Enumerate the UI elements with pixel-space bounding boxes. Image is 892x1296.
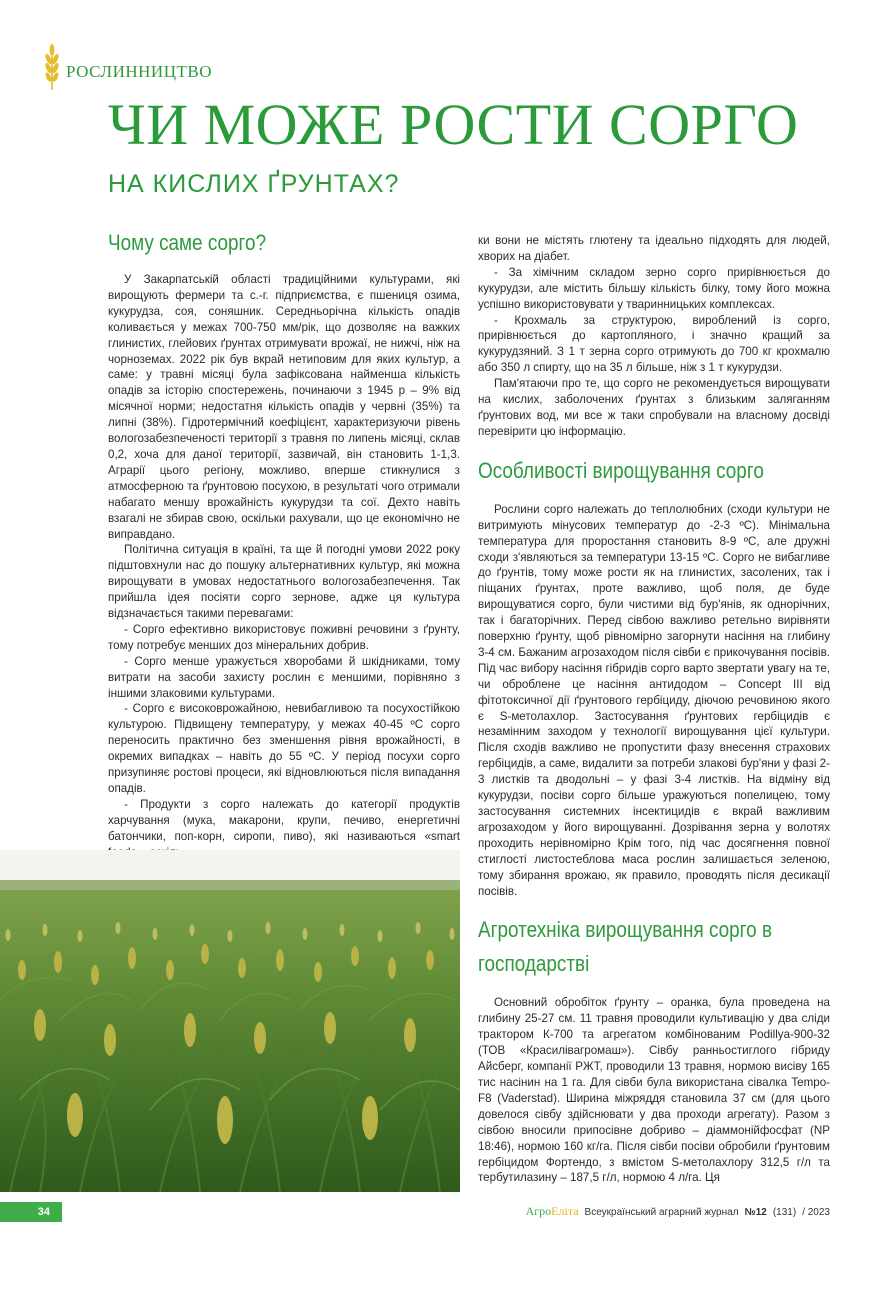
list-item: - За хімічним складом зерно сорго прирівнюється до кукурудзи, але містить більшу кількість білку, тому його можна успішно використовувати у тваринницьких комплексах. bbox=[478, 265, 830, 311]
journal-name: Всеукраїнський аграрний журнал bbox=[584, 1207, 739, 1218]
issue-year: / 2023 bbox=[802, 1207, 830, 1218]
page-number: 34 bbox=[0, 1202, 62, 1222]
sorghum-field-photo bbox=[0, 850, 460, 1192]
sorghum-field-image bbox=[0, 850, 460, 1192]
wheat-ear-icon bbox=[42, 42, 62, 92]
paragraph: Пам'ятаючи про те, що сорго не рекомендується вирощувати на кислих, заболочених ґрунтах з близьким заляганням ґрунтових вод, ми все ж таки спробували на власному досвіді перевірити цю інформацію. bbox=[478, 377, 830, 438]
heading-why-sorghum: Чому саме сорго? bbox=[108, 230, 267, 255]
paragraph-continuation: ки вони не містять глютену та ідеально підходять для людей, хворих на діабет. bbox=[478, 234, 830, 263]
left-column bbox=[108, 226, 460, 861]
logo-part-elita: Еліта bbox=[551, 1204, 579, 1218]
journal-logo bbox=[526, 1204, 579, 1219]
list-item: - Сорго ефективно використовує поживні речовини з ґрунту, тому потребує менших доз мінеральних добрив. bbox=[108, 622, 460, 652]
issue-total: (131) bbox=[772, 1207, 797, 1218]
heading-cultivation-features: Особливості вирощування сорго bbox=[478, 457, 764, 483]
paragraph: У Закарпатській області традиційними культурами, які вирощують фермери та с.-г. підприємства, є пшениця озима, кукурудза, соя, соняшник. Середньорічна кількість опадів коливається у межах 700-750 мм/рік, що дозволяє на важких глинистих, глейових ґрунтах отримувати врожаї, не нижчі, ніж на чорноземах. 2022 рік був вкрай нетиповим для яких культур, а саме: у травні місяці була зафіксована найменша кількість опадів за історію спостережень, починаючи з 1945 р – 9% від місячної норми; недостатня кількість опадів у червні (35%) та липні (38%). Гідротермічний коефіцієнт, характеризуючи рівень вологозабезпеченості території з травня по липень місяці, склав 0,2, хоча для даної території, зазвичай, він становить 1-1,3. Аграрії цього регіону, можливо, вперше стикнулися з атмосферною та ґрунтовою посухою, в результаті чого отримали набагато меншу врожайність кукурудзи та сої. Дехто навіть взагалі не збирав свою, оскільки рахували, що це економічно не виправдано. bbox=[108, 273, 460, 541]
paragraph: Політична ситуація в країні, та ще й погодні умови 2022 року підштовхнули нас до пошуку альтернативних культур, які можна вирощувати в умовах недостатнього вологозабезпечення. Так прийшла ідея посіяти сорго зернове, адже ця культура відзначається такими перевагами: bbox=[108, 543, 460, 621]
issue-number: №12 bbox=[744, 1207, 767, 1218]
section-label: РОСЛИННИЦТВО bbox=[66, 62, 212, 81]
article-title: ЧИ МОЖЕ РОСТИ СОРГО bbox=[108, 92, 799, 157]
section-tag bbox=[42, 42, 212, 92]
list-item: - Сорго менше уражується хворобами й шкідниками, тому витрати на засоби захисту рослин є меншими, порівняно з іншими злаковими культурами. bbox=[108, 654, 460, 700]
list-item: - Сорго є високоврожайною, невибагливою та посухостійкою культурою. Підвищену температуру, у межах 40-45 ºС сорго переносить практично без зменшення рівня врожайності, в окремих випадках – навіть до 55 ºС. У період посухи сорго призупиняє ростові процеси, які відновлюються після випадання опадів. bbox=[108, 702, 460, 795]
list-item: - Продукти з сорго належать до категорії продуктів харчування (мука, макарони, крупи, печиво, енергетичні батончики, поп-корн, сиропи, пиво), які називаються «smart bbox=[108, 797, 460, 843]
journal-footer bbox=[526, 1204, 830, 1219]
heading-agrotechnics: Агротехніка вирощування сорго в господарстві bbox=[478, 917, 772, 977]
logo-part-agro: Агро bbox=[525, 1204, 552, 1218]
paragraph: Основний обробіток ґрунту – оранка, була проведена на глибину 25-27 см. 11 травня проводили культивацію у два сліди трактором К-700 та агрегатом комбінованим Podillya-900-32 (ТОВ «Красилівагромаш»). Сівбу ранньостиглого гібриду Айсберг, компанії РЖТ, проводили 13 травня, нормою висіву 165 тис насінин на 1 га. Для сівби була використана сівалка Tempo-F8 (Vaderstad). Ширина міжряддя становила 37 см (для цього довелося сівбу здійснювати у два проходи агрегату). Разом з сівбою вносили припосівне добриво – діаммонійфосфат (NP 18:46), нормою 160 кг/га. Після сівби посіви обробили ґрунтовим гербіцидом Фортендо, з вмістом S-метолахлору 312,5 г/л та тербутилазину – 187,5 г/л, нормою 4 л/га. Ця bbox=[478, 996, 830, 1185]
right-column bbox=[478, 233, 830, 1186]
article-subtitle: НА КИСЛИХ ҐРУНТАХ? bbox=[108, 170, 400, 198]
paragraph: Рослини сорго належать до теплолюбних (сходи культури не витримують мінусових температур до -2-3 ºС). Мінімальна температура для проростання становить 8-9 ºС, але дружні сходи з'являються за температури 13-15 ºС. Сорго не вибагливе до ґрунтів, тому може рости як на глинистих, засолених, так і піщаних ґрунтах, проте важливо, щоб поля, де буде вирощуватися сорго, були чистими від бур'янів, як однорічних, так і багаторічних. Перед сівбою важливо ретельно вирівняти поверхню ґрунту, щоб рівномірно загорнути насіння на глибину 3-4 см. Бажаним агрозаходом після сівби є прикочування посівів. Під час вибору насіння гібридів сорго варто звертати увагу на те, чи оброблене це насіння антидодом – Concept III від фітотоксичної дії ґрунтового гербіциду, діючою речовиною якого є S-метолахлор. Застосування ґрунтових гербіцидів є незамінним заходом у технології вирощування цієї культури. Після сходів важливо не пропустити фазу внесення страхових гербіцидів, а саме, видалити за потреби злакові бур'яни у фазі 2-3 листків та дводольні – у фазі 3-4 листків. На відміну від кукурудзи, посіви сорго більше уражуються попелицею, тому застосування системних інсектицидів є вкрай важливим агрозаходом у його вирощуванні. Дозрівання зерна у волотях проходить нерівномірно Крім того, під час досягнення повної стиглості листостеблова маса рослин залишається зеленою, тому збирання врожаю, як правило, проводять після десикації посівів. bbox=[478, 502, 830, 898]
list-item: - Крохмаль за структурою, вироблений із сорго, прирівнюється до картопляного, і значно кращий за кукурудзяний. З 1 т зерна сорго отримують до 700 кг крохмалю або 350 л спирту, що на 35 л більше, ніж з 1 т кукурудзи. bbox=[478, 313, 830, 375]
